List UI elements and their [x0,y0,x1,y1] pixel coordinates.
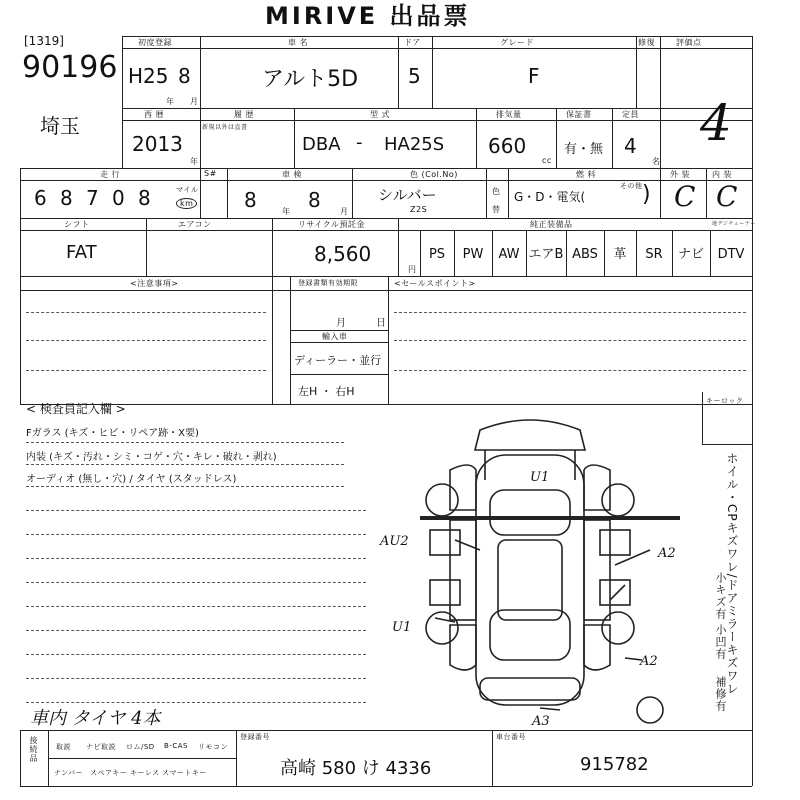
wheel-front-right [602,612,634,644]
plate-number: 高崎 580 け 4336 [280,758,432,779]
rear-window [490,490,570,535]
score: 4 [700,94,732,152]
inspection-year: 8 [244,188,257,212]
label-capacity: 定員 [622,110,639,119]
side-note-small-scratch: 小キズ有 [714,572,727,620]
label-mileage: 走 行 [100,170,121,179]
audio-tire-note: オーディオ (無し・穴) / タイヤ (スタッドレス) [26,474,237,485]
body-outline [476,455,584,705]
mileage-digit: 6 [34,186,47,210]
yen-unit: 円 [408,265,417,274]
equip-item-pw: PW [462,247,484,262]
acc-rom-sd: ロム/SD [126,743,155,751]
year-unit-1: 年 [166,97,175,106]
year-western: 2013 [132,132,183,156]
color: シルバー [378,186,437,204]
fuel-other-label: その他 [620,182,643,190]
label-car-name: 車 名 [288,38,309,47]
label-shift: シフト [64,220,90,229]
history-note: 新規以外は直書 [202,124,248,131]
km-unit-circled: km [176,198,197,209]
month-unit-1: 月 [190,97,199,106]
equip-item-aw: AW [498,247,520,262]
shift: FAT [66,242,97,263]
label-repair: 修復 [638,38,655,47]
handwritten-tire-note: 車内 タイヤ 4本 [30,708,161,729]
label-fuel: 燃 料 [576,170,597,179]
displacement: 660 [488,134,527,158]
equip-item-navi: ナビ [677,247,704,262]
mileage-digit: 7 [86,186,99,210]
lot-bracket: [1319] [24,34,64,48]
equip-item-sr: SR [645,247,663,262]
cc-unit: cc [542,156,552,165]
side-main-note: ホイル・CPキズワレ/ドアミラーキズワレ [725,452,739,696]
steering: 左H ・ 右H [298,385,355,398]
label-inspector-section: < 検査員記入欄 > [26,402,126,416]
label-doors: ドア [404,38,421,47]
era-year: H25 [128,64,169,88]
label-equipment: 純正装備品 [530,220,573,229]
acc-bcas: B-CAS [164,742,188,750]
windshield-note: Fガラス (キズ・ヒビ・リペア跡・X要) [26,428,199,439]
car-damage-diagram [380,410,680,730]
slip-title: MIRIVE 出品票 [265,2,471,30]
side-note-repaired: 補修有 [714,676,727,712]
label-reg-deadline: 登録書類有効期限 [298,279,358,287]
label-notes: <注意事項> [130,279,179,288]
color-label-2: 替 [492,205,501,214]
chassis-number: 915782 [580,754,649,775]
windshield [490,610,570,660]
acc-keyless: キーレス [130,769,160,777]
label-recycle: リサイクル預託金 [298,220,365,229]
label-western-year: 西 暦 [144,110,165,119]
mileage-digit: 8 [60,186,73,210]
mark-a2-bottom: A2 [640,654,658,669]
roof [498,540,562,620]
warranty: 有・無 [564,142,604,157]
spare-wheel [637,697,663,723]
color-label-1: 色 [492,187,501,196]
interior-note: 内装 (キズ・汚れ・シミ・コゲ・穴・キレ・破れ・剥れ) [26,452,277,463]
recycle-fee: 8,560 [314,242,372,266]
label-first-registration: 初度登録 [138,38,172,47]
label-aircon: エアコン [178,220,212,229]
mark-au2: AU2 [380,534,409,549]
acc-manual: 取説 [56,743,71,751]
mark-a3: A3 [532,714,550,729]
acc-spare-key: スペアキー [90,769,128,777]
equip-item-airbag: エアB [528,247,564,262]
region: 埼玉 [40,114,80,138]
reg-day-unit: 日 [376,318,386,329]
mark-u1-left: U1 [392,620,412,635]
label-chassis: 車台番号 [496,733,526,741]
imported-dealer: ディーラー・並行 [294,354,382,367]
reg-month: 8 [178,64,191,88]
model-code: HA25S [384,134,445,155]
fuel-close: ) [642,182,651,207]
label-sales-point: <セールスポイント> [394,279,476,288]
interior-grade: C [716,180,738,213]
acc-remote: リモコン [198,743,228,751]
acc-navi-manual: ナビ取説 [86,743,116,751]
label-displacement: 排気量 [496,110,522,119]
label-shift-hash: S# [204,169,217,178]
year-unit-2: 年 [190,157,199,166]
exterior-grade: C [674,180,696,213]
front-bumper [480,678,580,700]
label-interior: 内 装 [712,170,733,179]
acc-number-plate: ナンバー [54,769,84,777]
color-code: Z2S [410,205,428,214]
label-keylock: キーロック [706,397,744,405]
label-imported: 輸入車 [322,332,348,341]
month-unit-2: 月 [340,207,349,216]
wheel-rear-left [426,484,458,516]
label-warranty: 保証書 [566,110,592,119]
label-color: 色 (Col.No) [410,170,458,179]
rear-bumper-outline [475,420,585,450]
grade: F [528,64,540,88]
label-accessories: 接続品 [29,736,38,763]
label-model: 型 式 [370,110,391,119]
car-name: アルト5D [262,67,359,92]
wheel-rear-right [602,484,634,516]
equip-item-abs: ABS [572,247,598,262]
miles-unit: マイル [176,186,199,194]
label-navi-tuner: 地デジチューナー [712,221,756,227]
mark-a2-right: A2 [658,546,676,561]
inspection-month: 8 [308,188,321,212]
year-unit-3: 年 [282,207,291,216]
model-dash: - [356,132,363,153]
label-grade: グレード [500,38,534,47]
side-note-small-dent: 小凹有 [714,624,727,660]
equip-item-leather: 革 [613,247,627,262]
equip-item-dtv: DTV [717,247,745,262]
lot-number: 90196 [22,50,118,85]
label-score: 評価点 [676,38,702,47]
wheel-front-left [426,612,458,644]
equip-item-ps: PS [428,247,446,262]
people-unit: 名 [652,157,661,166]
mileage-digit: 0 [112,186,125,210]
doors: 5 [408,64,421,88]
model-prefix: DBA [302,134,341,155]
label-exterior: 外 装 [670,170,691,179]
acc-smart-key: スマートキー [162,769,207,777]
label-plate: 登録番号 [240,733,270,741]
fuel: G・D・電気( [514,190,586,204]
capacity: 4 [624,134,637,158]
label-inspection: 車 検 [282,170,303,179]
mark-u1-top: U1 [530,470,550,485]
reg-month-unit: 月 [336,318,346,329]
label-history: 履 歴 [234,110,255,119]
mileage-digit: 8 [138,186,151,210]
